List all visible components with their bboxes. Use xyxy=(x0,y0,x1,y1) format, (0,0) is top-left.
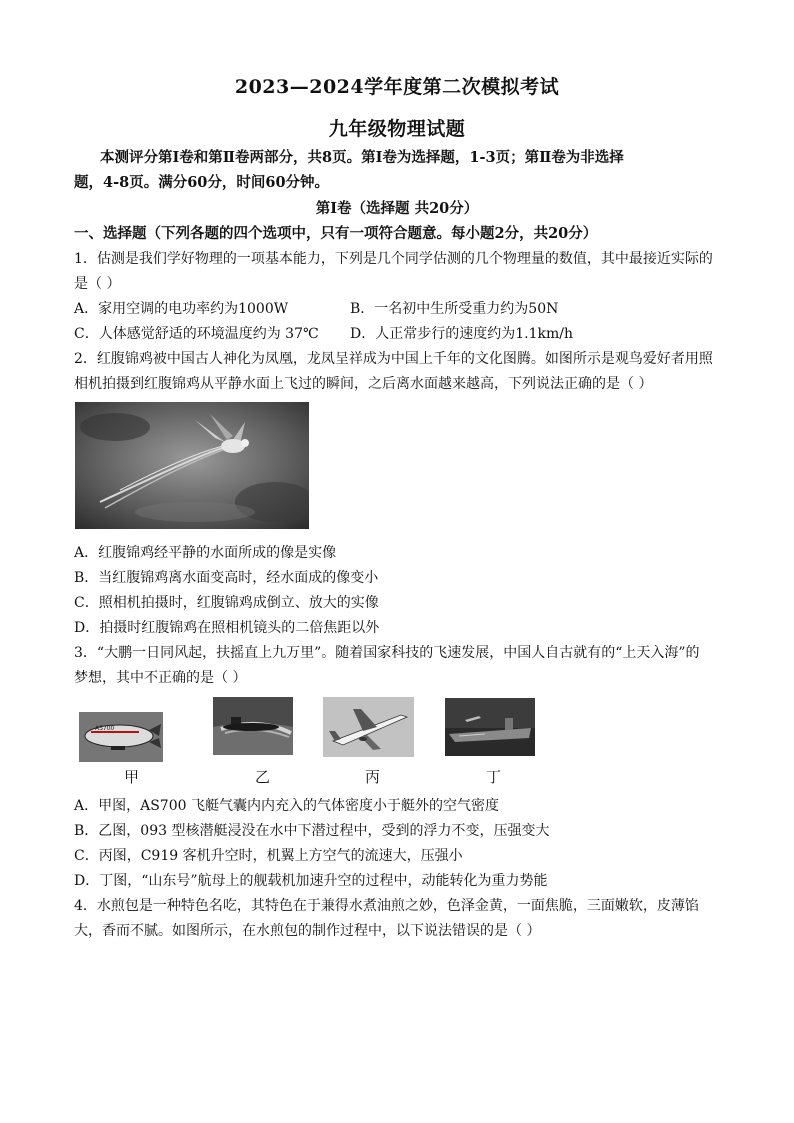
q2-option-c: C．照相机拍摄时，红腹锦鸡成倒立、放大的实像 xyxy=(74,595,379,611)
airship-image xyxy=(79,712,163,762)
q2-option-b: B．当红腹锦鸡离水面变高时，经水面成的像变小 xyxy=(74,570,379,586)
q3-option-d: D．丁图，“山东号”航母上的舰载机加速升空的过程中，动能转化为重力势能 xyxy=(74,873,548,889)
section-instruction: 一、选择题（下列各题的四个选项中，只有一项符合题意。每小题2分，共20分） xyxy=(74,225,598,242)
q3-option-c: C．丙图，C919 客机升空时，机翼上方空气的流速大，压强小 xyxy=(74,848,463,864)
caption-yi: 乙 xyxy=(255,768,271,786)
intro-line-2: 题，4-8页。满分60分，时间60分钟。 xyxy=(74,174,330,191)
exam-subtitle: 九年级物理试题 xyxy=(328,118,466,140)
exam-title: 2023—2024学年度第二次模拟考试 xyxy=(234,76,560,98)
q2-stem-line-1: 2．红腹锦鸡被中国古人神化为凤凰，龙凤呈祥成为中国上千年的文化图腾。如图所示是观鸟爱好者用照 xyxy=(74,351,713,367)
golden-pheasant-photo xyxy=(75,402,309,529)
q1-stem-line-1: 1．估测是我们学好物理的一项基本能力，下列是几个同学估测的几个物理量的数值，其中最接近实际的 xyxy=(74,251,713,267)
q1-option-b: B．一名初中生所受重力约为50N xyxy=(350,301,559,317)
q3-option-b: B．乙图，093 型核潜艇浸没在水中下潜过程中，受到的浮力不变，压强变大 xyxy=(74,823,550,839)
intro-line-1: 本测评分第Ⅰ卷和第Ⅱ卷两部分，共8页。第Ⅰ卷为选择题，1-3页；第Ⅱ卷为非选择 xyxy=(100,149,624,166)
q1-option-c: C．人体感觉舒适的环境温度约为 37℃ xyxy=(74,326,319,342)
caption-bing: 丙 xyxy=(365,768,381,786)
section-heading: 第Ⅰ卷（选择题 共20分） xyxy=(315,200,479,217)
q2-option-d: D．拍摄时红腹锦鸡在照相机镜头的二倍焦距以外 xyxy=(74,620,380,636)
q4-stem-line-2: 大，香而不腻。如图所示，在水煎包的制作过程中，以下说法错误的是（ ） xyxy=(74,923,541,939)
passenger-jet-image xyxy=(323,697,414,757)
airship-label: AS700 xyxy=(95,725,115,732)
submarine-image xyxy=(213,697,293,755)
q1-option-d: D．人正常步行的速度约为1.1km/h xyxy=(350,326,573,342)
caption-jia: 甲 xyxy=(124,768,140,786)
q3-stem-line-1: 3．“大鹏一日同风起，扶摇直上九万里”。随着国家科技的飞速发展，中国人自古就有的“上天入海”的 xyxy=(74,645,700,661)
caption-ding: 丁 xyxy=(486,768,502,786)
aircraft-carrier-image xyxy=(445,698,535,756)
q3-stem-line-2: 梦想，其中不正确的是（ ） xyxy=(74,670,247,686)
q2-option-a: A．红腹锦鸡经平静的水面所成的像是实像 xyxy=(74,545,337,561)
q3-option-a: A．甲图，AS700 飞艇气囊内内充入的气体密度小于艇外的空气密度 xyxy=(74,798,499,814)
q4-stem-line-1: 4．水煎包是一种特色名吃，其特色在于兼得水煮油煎之妙，色泽金黄，一面焦脆，三面嫩软，皮薄馅 xyxy=(74,898,699,914)
q2-stem-line-2: 相机拍摄到红腹锦鸡从平静水面上飞过的瞬间，之后离水面越来越高，下列说法正确的是（ ） xyxy=(74,376,653,392)
q1-option-a: A．家用空调的电功率约为1000W xyxy=(74,301,289,317)
q1-stem-line-2: 是（ ） xyxy=(74,276,121,292)
